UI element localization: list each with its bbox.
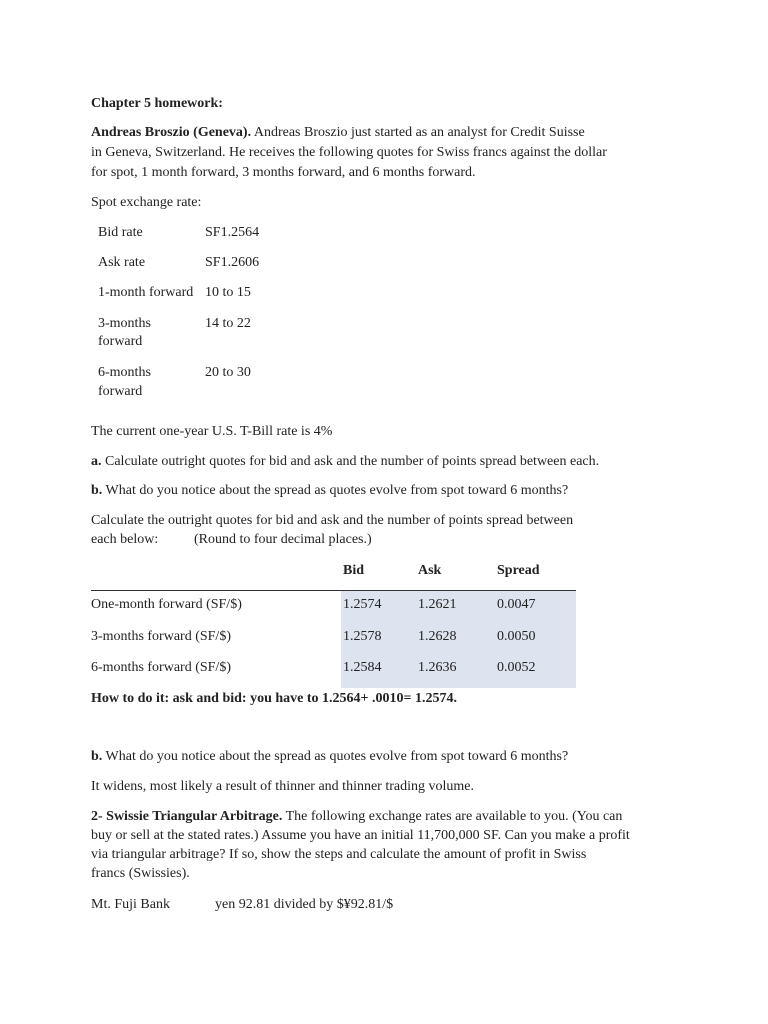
quote-value: 14 to 22 <box>205 316 251 331</box>
cell-ask: 1.2621 <box>418 597 457 612</box>
problem-2-title: 2- Swissie Triangular Arbitrage. <box>91 809 283 824</box>
problem-2-text-1: The following exchange rates are available to you. (You can <box>285 809 623 824</box>
cell-bid: 1.2574 <box>343 597 382 612</box>
cell-bid: 1.2578 <box>343 629 382 644</box>
quote-label: Ask rate <box>98 255 146 270</box>
intro-text-1: Andreas Broszio just started as an analyst for Credit Suisse <box>253 125 585 140</box>
question-b-text: What do you notice about the spread as quotes evolve from spot toward 6 months? <box>105 483 569 498</box>
table-header-rule <box>91 590 576 591</box>
cell-spread: 0.0050 <box>497 629 536 644</box>
calc-instruction-1: Calculate the outright quotes for bid and ask and the number of points spread between <box>91 513 574 528</box>
quote-value: SF1.2564 <box>205 225 260 240</box>
quote-value: SF1.2606 <box>205 255 260 270</box>
row-label: 6-months forward (SF/$) <box>91 660 231 675</box>
problem-2-line-4: francs (Swissies). <box>91 866 190 881</box>
quote-value: 20 to 30 <box>205 365 251 380</box>
round-note: (Round to four decimal places.) <box>194 532 372 547</box>
quote-label-cont: forward <box>98 384 143 399</box>
quote-label-cont: forward <box>98 334 143 349</box>
bank-name: Mt. Fuji Bank <box>91 897 170 912</box>
tbill-rate: The current one-year U.S. T-Bill rate is 4% <box>91 424 333 439</box>
cell-bid: 1.2584 <box>343 660 382 675</box>
column-header-ask: Ask <box>418 563 442 578</box>
question-a-prefix: a. <box>91 454 102 469</box>
intro-line-3: for spot, 1 month forward, 3 months forward, and 6 months forward. <box>91 165 476 180</box>
quote-label: Bid rate <box>98 225 143 240</box>
question-b-repeat-prefix: b. <box>91 749 103 764</box>
question-a-text: Calculate outright quotes for bid and ask and the number of points spread between each. <box>105 454 600 469</box>
question-b <box>91 481 568 500</box>
question-b-repeat-text: What do you notice about the spread as quotes evolve from spot toward 6 months? <box>105 749 569 764</box>
intro-title: Andreas Broszio (Geneva). <box>91 125 252 140</box>
intro-line-1 <box>91 123 585 142</box>
quote-label: 1-month forward <box>98 285 194 300</box>
calc-instruction-2: each below: <box>91 532 159 547</box>
bank-rate: yen 92.81 divided by $¥92.81/$ <box>215 897 394 912</box>
cell-spread: 0.0047 <box>497 597 536 612</box>
chapter-heading: Chapter 5 homework: <box>91 96 223 111</box>
question-b-repeat <box>91 747 568 766</box>
row-label: 3-months forward (SF/$) <box>91 629 231 644</box>
quote-value: 10 to 15 <box>205 285 251 300</box>
column-header-spread: Spread <box>497 563 540 578</box>
cell-ask: 1.2628 <box>418 629 457 644</box>
problem-2-line-3: via triangular arbitrage? If so, show the steps and calculate the amount of profit in Swiss <box>91 847 587 862</box>
quote-label: 3-months <box>98 316 151 331</box>
question-a <box>91 452 599 471</box>
cell-spread: 0.0052 <box>497 660 536 675</box>
problem-2-line-1 <box>91 807 622 826</box>
spot-label: Spot exchange rate: <box>91 195 202 210</box>
answer-text: It widens, most likely a result of thinner and thinner trading volume. <box>91 779 474 794</box>
row-label: One-month forward (SF/$) <box>91 597 242 612</box>
question-b-prefix: b. <box>91 483 103 498</box>
intro-line-2: in Geneva, Switzerland. He receives the following quotes for Swiss francs against the dollar <box>91 145 607 160</box>
cell-ask: 1.2636 <box>418 660 457 675</box>
how-to-note: How to do it: ask and bid: you have to 1.2564+ .0010= 1.2574. <box>91 691 457 706</box>
problem-2-line-2: buy or sell at the stated rates.) Assume you have an initial 11,700,000 SF. Can you make a profit <box>91 828 630 843</box>
quote-label: 6-months <box>98 365 151 380</box>
column-header-bid: Bid <box>343 563 365 578</box>
